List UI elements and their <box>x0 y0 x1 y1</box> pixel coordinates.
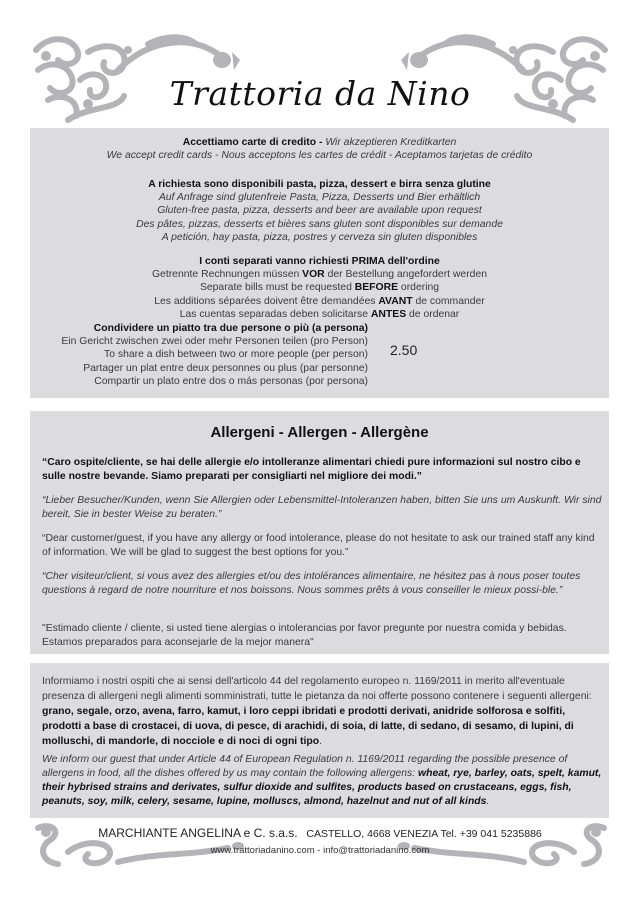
line-post: de commander <box>412 295 485 307</box>
company-name: MARCHIANTE ANGELINA <box>98 826 241 840</box>
regulation-italian-intro: Informiamo i nostri ospiti che ai sensi dell'articolo 44 del regolamento europeo n. 1169/2011 in merito all'eventuale presenza di allergeni negli alimenti somministrati, tutte le pietanza da noi offerte possono contenere i seguenti allergeni: <box>42 676 592 702</box>
line-emphasis: ANTES <box>370 308 407 320</box>
credit-cards-block <box>30 136 609 162</box>
sharing-block <box>30 322 368 388</box>
email-link[interactable]: info@trattoriadanino.com <box>323 845 430 856</box>
gluten-free-line: Auf Anfrage sind glutenfreie Pasta, Pizza, Desserts und Bier erhältlich <box>158 192 481 204</box>
credit-cards-heading <box>30 136 609 149</box>
heading-emphasis: PRIMA <box>351 256 385 267</box>
line-pre: Separate bills must be requested <box>199 282 355 294</box>
allergen-notice-spanish: "Estimado cliente / cliente, si usted tiene alergias o intolerancias por favor pregunte por nuestra comida y bebidas. Estamos preparados para aconsejarle de la mejor manera" <box>42 623 567 648</box>
gluten-free-line: Des pâtes, pizzas, desserts et bières sans gluten sont disponibles sur demande <box>136 218 503 230</box>
heading-pre: I conti separati vanno richiesti <box>199 256 352 267</box>
website-link[interactable]: www.trattoriadanino.com <box>210 845 315 856</box>
line-emphasis: VOR <box>302 269 325 281</box>
regulation-italian-end: . <box>319 736 322 747</box>
line-post: de ordenar <box>406 308 460 320</box>
line-post: ordering <box>398 282 440 294</box>
regulation-english-allergens: wheat, rye, barley, oats, spelt, kamut, their hybrised strains and derivates, sulfur dioxide and sulfites, products based on crustaceans, eggs, fish, peanuts, soy, milk, celery, sesame, lupine, molluscs, almond, hazelnut and nut of all kinds <box>42 768 602 807</box>
restaurant-title: Trattoria da Nino <box>169 74 471 113</box>
allergen-notice-german: “Lieber Besucher/Kunden, wenn Sie Allergien oder Lebensmittel-Intoleranzen haben, bitten Sie uns um Auskunft. Wir sind bereit, Sie in bester Weise zu beraten.” <box>42 495 602 520</box>
line-pre: Les additions séparées doivent être demandées <box>154 295 379 307</box>
gluten-free-line: A petición, hay pasta, pizza, postres y cerveza sin gluten disponibles <box>161 231 478 243</box>
sharing-line: To share a dish between two or more people (per person) <box>104 349 368 361</box>
regulation-panel <box>30 663 609 818</box>
separate-bills-line <box>30 268 609 281</box>
separate-bills-heading <box>30 255 609 268</box>
regulation-english-intro: We inform our guest that under Article 44 of European Regulation n. 1169/2011 regarding the possible presence of allergens in food, all the dishes offered by us may contain the following allergens: <box>42 754 568 779</box>
footer-contact-line <box>0 845 640 856</box>
regulation-italian <box>42 674 602 749</box>
separate-bills-block <box>30 255 609 321</box>
gluten-free-block <box>30 178 609 244</box>
allergen-notice-english: “Dear customer/guest, if you have any allergy or food intolerance, please do not hesitate to ask our trained staff any kind of information. We will be glad to suggest the best options for you.” <box>42 533 595 558</box>
separate-bills-line <box>30 308 609 321</box>
regulation-english-end: . <box>486 796 490 807</box>
separate-bills-line <box>30 295 609 308</box>
sharing-line: Compartir un plato entre dos o más personas (por persona) <box>94 375 368 387</box>
line-post: der Bestellung angefordert werden <box>324 269 488 281</box>
credit-cards-heading-german: Wir akzeptieren Kreditkarten <box>325 137 457 148</box>
line-emphasis: AVANT <box>378 295 413 307</box>
heading-post: dell'ordine <box>384 256 440 267</box>
line-emphasis: BEFORE <box>354 282 399 294</box>
allergen-notice-french: “Cher visiteur/client, si vous avez des allergies et/ou des intolérances alimentaire, ne hésitez pas à nous poser toutes questions à regard de notre nourriture et nos boissons. Nous sommes prêts à vous conseiller le mieux possi-ble.” <box>42 571 581 596</box>
gluten-free-line: Gluten-free pasta, pizza, desserts and beer are available upon request <box>157 205 482 217</box>
regulation-english <box>42 753 602 809</box>
regulation-italian-allergens: grano, segale, orzo, avena, farro, kamut, i loro ceppi ibridati e prodotti derivati, anidride solforosa e solfiti, prodotti a base di crostacei, di uova, di pesce, di arachidi, di soia, di latte, di sedano, di sesamo, di lupini, di molluschi, di mandorle, di nocciole e di noci di ogni tipo <box>42 706 574 747</box>
credit-cards-heading-italian: Accettiamo carte di credito - <box>182 137 326 148</box>
line-pre: Las cuentas separadas deben solicitarse <box>179 308 371 320</box>
company-suffix: e C. s.a.s. <box>240 826 298 840</box>
allergen-notice-italian: “Caro ospite/cliente, se hai delle allergie e/o intolleranze alimentari chiedi pure informazioni sul nostro cibo e sulle nostre bevande. Siamo preparati per consigliarti nel migliore dei modi.” <box>42 457 581 482</box>
sharing-line: Ein Gericht zwischen zwei oder mehr Personen teilen (pro Person) <box>61 336 368 348</box>
info-panel <box>30 128 609 398</box>
sharing-heading: Condividere un piatto tra due persone o più (a persona) <box>93 323 368 334</box>
credit-cards-translations: We accept credit cards - Nous acceptons les cartes de crédit - Aceptamos tarjetas de crédito <box>106 150 533 162</box>
allergen-panel <box>30 411 609 654</box>
telephone: Tel. +39 041 5235886 <box>437 828 542 840</box>
address: CASTELLO, 4668 VENEZIA <box>306 828 438 840</box>
contact-separator: - <box>314 845 324 856</box>
line-pre: Getrennte Rechnungen müssen <box>151 269 303 281</box>
sharing-line: Partager un plat entre deux personnes ou plus (par personne) <box>83 362 368 374</box>
footer-company-line <box>0 826 640 840</box>
allergen-title: Allergeni - Allergen - Allergène <box>210 424 429 441</box>
separate-bills-line <box>30 281 609 294</box>
gluten-free-heading: A richiesta sono disponibili pasta, pizza, dessert e birra senza glutine <box>148 179 491 190</box>
sharing-price: 2.50 <box>390 342 418 358</box>
